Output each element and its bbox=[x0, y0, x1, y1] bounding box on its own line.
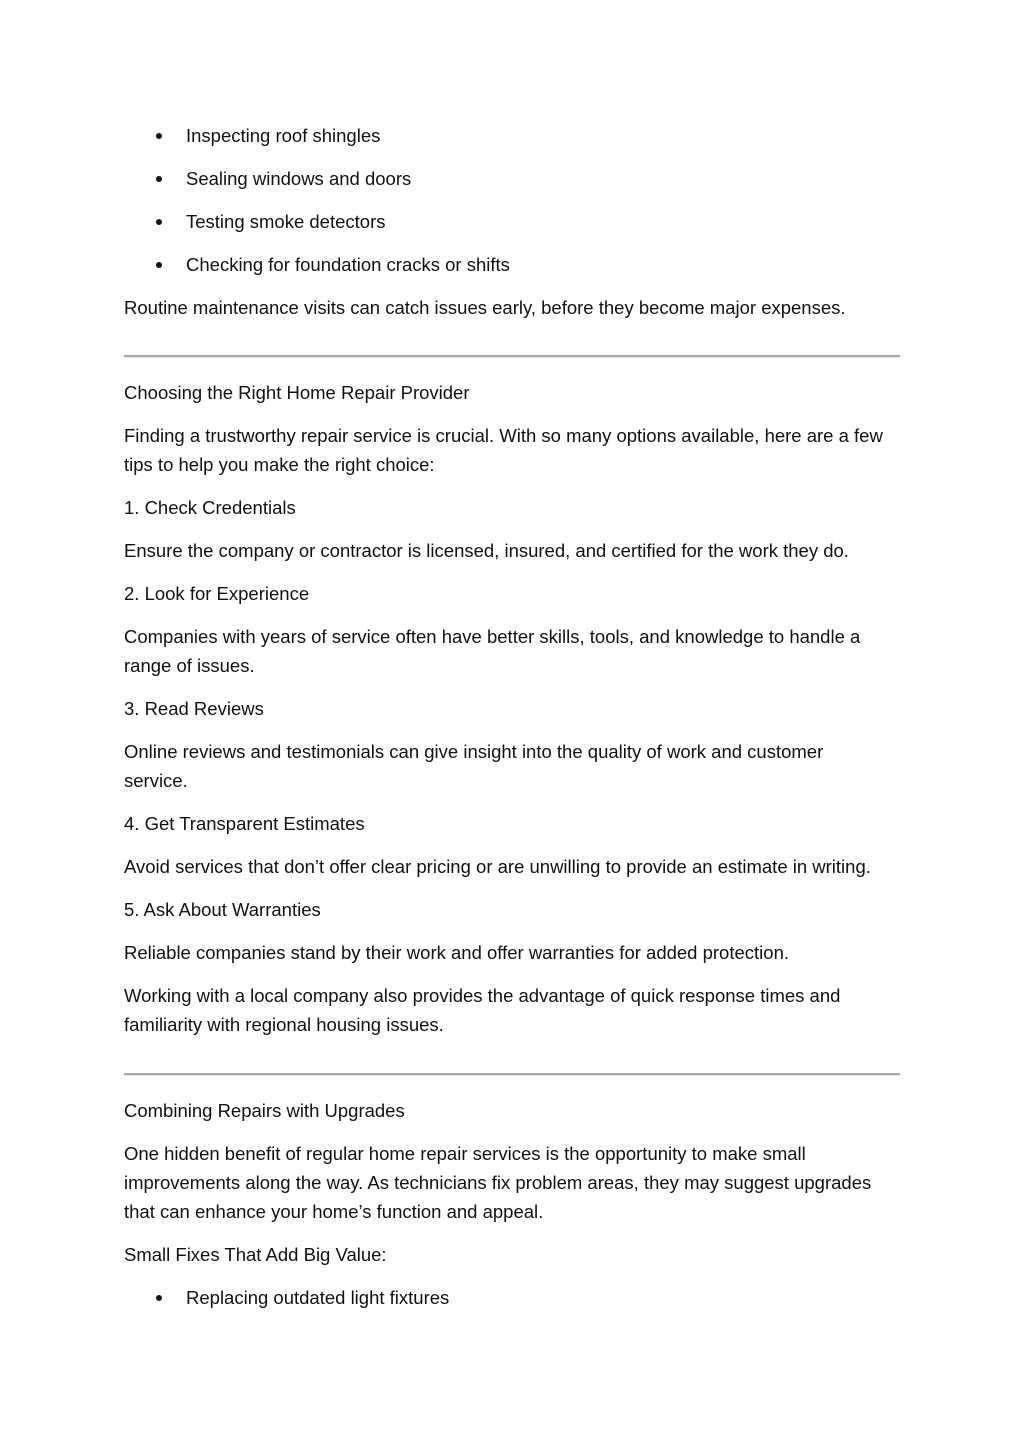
paragraph-line: tips to help you make the right choice: bbox=[124, 454, 435, 475]
section-divider bbox=[124, 355, 900, 358]
tip-body: service. bbox=[124, 770, 188, 791]
section-heading: Combining Repairs with Upgrades bbox=[124, 1100, 405, 1121]
bullet-icon bbox=[156, 176, 162, 182]
bullet-icon bbox=[156, 1295, 162, 1301]
tip-title: 5. Ask About Warranties bbox=[124, 899, 321, 920]
bullet-icon bbox=[156, 133, 162, 139]
bullet-icon bbox=[156, 219, 162, 225]
list-item-text: Testing smoke detectors bbox=[186, 211, 386, 232]
tip-title: 2. Look for Experience bbox=[124, 583, 310, 604]
paragraph-line: improvements along the way. As technicians fix problem areas, they may suggest upgrades bbox=[124, 1172, 872, 1193]
routine-paragraph: Routine maintenance visits can catch issues early, before they become major expenses. bbox=[124, 297, 846, 318]
tip-body: Companies with years of service often have better skills, tools, and knowledge to handle a bbox=[124, 626, 861, 647]
section-heading: Choosing the Right Home Repair Provider bbox=[124, 382, 470, 403]
tip-body: range of issues. bbox=[124, 655, 255, 676]
tip-body: Reliable companies stand by their work and offer warranties for added protection. bbox=[124, 942, 789, 963]
paragraph-line: familiarity with regional housing issues. bbox=[124, 1014, 444, 1035]
tip-title: 1. Check Credentials bbox=[124, 497, 296, 518]
tip-body: Avoid services that don’t offer clear pricing or are unwilling to provide an estimate in writing. bbox=[124, 856, 871, 877]
paragraph-line: that can enhance your home’s function and appeal. bbox=[124, 1201, 544, 1222]
list-item-text: Inspecting roof shingles bbox=[186, 125, 381, 146]
paragraph-line: One hidden benefit of regular home repair services is the opportunity to make small bbox=[124, 1143, 806, 1164]
section-divider bbox=[124, 1073, 900, 1076]
bullet-icon bbox=[156, 262, 162, 268]
tip-body: Ensure the company or contractor is licensed, insured, and certified for the work they do. bbox=[124, 540, 849, 561]
paragraph-line: Working with a local company also provides the advantage of quick response times and bbox=[124, 985, 841, 1006]
subheading: Small Fixes That Add Big Value: bbox=[124, 1244, 387, 1265]
list-item-text: Checking for foundation cracks or shifts bbox=[186, 254, 510, 275]
list-item-text: Replacing outdated light fixtures bbox=[186, 1287, 450, 1308]
tip-title: 4. Get Transparent Estimates bbox=[124, 813, 365, 834]
tip-body: Online reviews and testimonials can give insight into the quality of work and customer bbox=[124, 741, 824, 762]
list-item-text: Sealing windows and doors bbox=[186, 168, 412, 189]
paragraph-line: Finding a trustworthy repair service is crucial. With so many options available, here are a few bbox=[124, 425, 883, 446]
tip-title: 3. Read Reviews bbox=[124, 698, 264, 719]
